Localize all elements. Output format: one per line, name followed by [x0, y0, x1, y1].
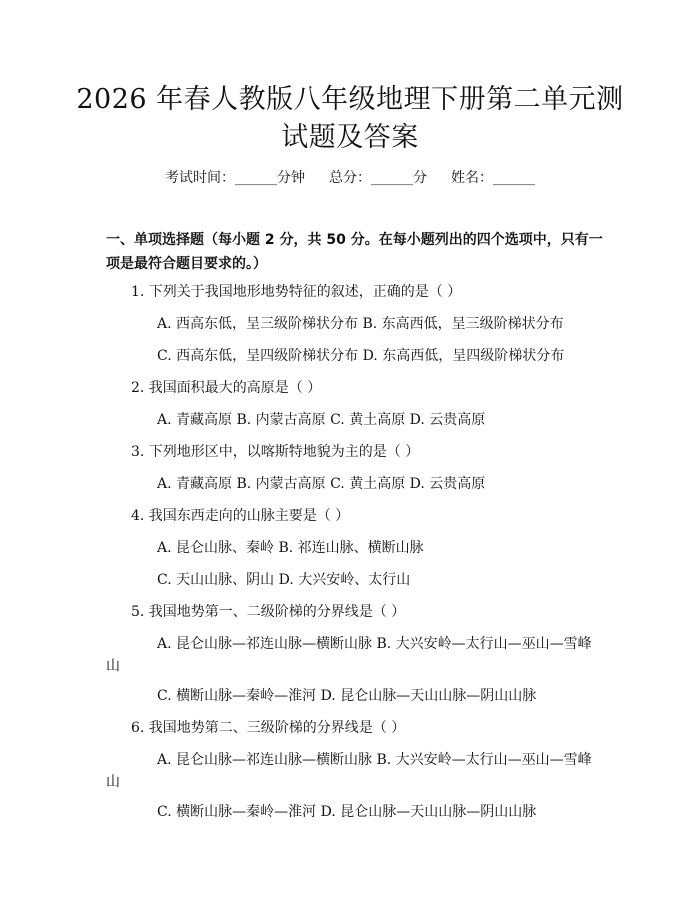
question-3-options: A. 青藏高原 B. 内蒙古高原 C. 黄土高原 D. 云贵高原 [157, 476, 486, 492]
question-6-options-cd: C. 横断山脉—秦岭—淮河 D. 昆仑山脉—天山山脉—阴山山脉 [157, 804, 537, 820]
question-4-stem: 4. 我国东西走向的山脉主要是（ ） [131, 508, 350, 524]
exam-info-line [0, 168, 700, 188]
question-1-stem: 1. 下列关于我国地形地势特征的叙述，正确的是（ ） [131, 284, 462, 300]
question-1-options-cd: C. 西高东低，呈四级阶梯状分布 D. 东高西低，呈四级阶梯状分布 [157, 348, 565, 364]
question-6-options-ab-wrap: 山 [106, 774, 120, 790]
student-name-field: 姓名：______ [451, 170, 535, 186]
question-2-stem: 2. 我国面积最大的高原是（ ） [131, 380, 322, 396]
question-3-stem: 3. 下列地形区中，以喀斯特地貌为主的是（ ） [131, 444, 420, 460]
question-4-options-cd: C. 天山山脉、阴山 D. 大兴安岭、太行山 [157, 572, 411, 588]
question-5-options-ab-wrap: 山 [106, 658, 120, 674]
question-5-options-ab: A. 昆仑山脉—祁连山脉—横断山脉 B. 大兴安岭—太行山—巫山—雪峰 [157, 636, 592, 652]
total-score-field: 总分：______分 [329, 170, 427, 186]
question-2-options: A. 青藏高原 B. 内蒙古高原 C. 黄土高原 D. 云贵高原 [157, 412, 486, 428]
exam-time-field: 考试时间：______分钟 [165, 170, 305, 186]
question-5-options-cd: C. 横断山脉—秦岭—淮河 D. 昆仑山脉—天山山脉—阴山山脉 [157, 688, 537, 704]
document-title-line-1: 2026 年春人教版八年级地理下册第二单元测 [76, 84, 624, 115]
question-1-options-ab: A. 西高东低，呈三级阶梯状分布 B. 东高西低，呈三级阶梯状分布 [157, 316, 564, 332]
question-6-stem: 6. 我国地势第二、三级阶梯的分界线是（ ） [131, 720, 406, 736]
question-4-options-ab: A. 昆仑山脉、秦岭 B. 祁连山脉、横断山脉 [157, 540, 424, 556]
question-6-options-ab: A. 昆仑山脉—祁连山脉—横断山脉 B. 大兴安岭—太行山—巫山—雪峰 [157, 752, 592, 768]
document-title-line-2: 试题及答案 [281, 122, 419, 153]
question-5-stem: 5. 我国地势第一、二级阶梯的分界线是（ ） [131, 604, 406, 620]
section-heading: 一、单项选择题（每小题 2 分，共 50 分。在每小题列出的四个选项中，只有一项是最符合题目要求的。） [106, 232, 603, 272]
